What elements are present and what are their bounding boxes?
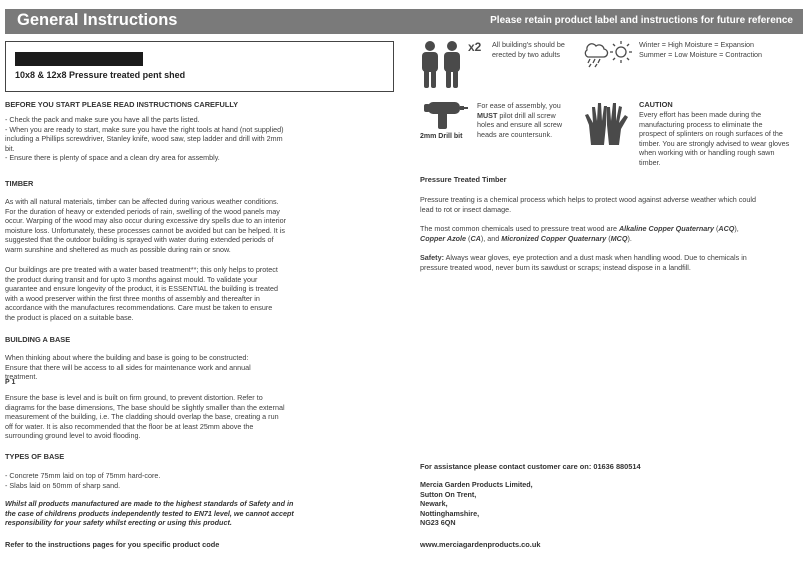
pressure-treated-heading: Pressure Treated Timber — [420, 175, 507, 184]
redacted-bar — [15, 52, 143, 66]
drill-caption: 2mm Drill bit — [420, 133, 463, 140]
timber-heading: TIMBER — [5, 179, 34, 188]
header-subtitle: Please retain product label and instructions for future reference — [490, 15, 793, 26]
building-base-heading: BUILDING A BASE — [5, 335, 71, 344]
caution-text: Every effort has been made during the manufacturing process to eliminate the prospect of splinters on rough surfaces of the timber. You are strongly advised to wear gloves when working with or handling rough sawn timber. — [639, 110, 790, 167]
timber-para-2: Our buildings are pre treated with a water based treatment**; this only helps to protect the product during transit and for upto 3 months against mould. To validate your guarantee and ensure longevity of the product, it is ESSENTIAL the building is treated with a wood preserver within the first three months of assembly and thereafter in accordance with the manufactures recommendations. Care must be taken to ensure the product is placed on a suitable base. — [5, 265, 279, 322]
two-people-icon — [419, 40, 465, 90]
two-people-count: x2 — [468, 40, 482, 54]
weather-icon — [583, 38, 633, 68]
two-adults-text: All building's should be erected by two adults — [492, 40, 565, 59]
page-title: General Instructions — [17, 11, 178, 29]
building-base-intro: When thinking about where the building and base is going to be constructed: Ensure that there will be access to all sides for maintenance work and annual treatment. — [5, 353, 251, 381]
product-name: 10x8 & 12x8 Pressure treated pent shed — [15, 70, 186, 80]
refer-note: Refer to the instructions pages for you specific product code — [5, 540, 220, 549]
website-link[interactable]: www.merciagardenproducts.co.uk — [420, 540, 541, 549]
building-base-text: Ensure the base is level and is built on firm ground, to prevent distortion. Refer to diagrams for the base dimensions, The base should be slightly smaller than the external measurement of the building, i.e. The cladding should overlap the base, creating a run off for water. It is also recommended that the floor be at least 25mm above the surrounding ground level to avoid flooding. — [5, 393, 285, 440]
before-start-heading: BEFORE YOU START PLEASE READ INSTRUCTIONS CAREFULLY — [5, 100, 239, 109]
pressure-treated-para: Pressure treating is a chemical process which helps to protect wood against adverse weather which could lead to rot or insect damage. — [420, 195, 756, 214]
company-address: Mercia Garden Products Limited, Sutton On Trent, Newark, Nottinghamshire, NG23 6QN — [420, 480, 533, 527]
timber-para-1: As with all natural materials, timber can be affected during various weather conditions. For the duration of heavy or extended periods of rain, swelling of the wood panels may occur. Warping of the wood may also occur during excessive dry spells due to an interior moisture loss. Unfortunately, these processes cannot be avoided but can be helped. It is suggested that the outdoor building is sprayed with water during extended periods of warm sunshine and sheltered as much as possible during rain or snow. — [5, 197, 286, 254]
customer-care-line: For assistance please contact customer care on: 01636 880514 — [420, 462, 641, 471]
drill-icon — [422, 100, 468, 132]
drill-text: For ease of assembly, you MUST pilot drill all screw holes and ensure all screw heads are countersunk. — [477, 101, 563, 139]
weather-text: Winter = High Moisture = Expansion Summer = Low Moisture = Contraction — [639, 40, 763, 59]
page-number: P 1 — [5, 379, 16, 386]
caution-title: CAUTION — [639, 100, 673, 109]
before-start-text: - Check the pack and make sure you have all the parts listed. - When you are ready to start, make sure you have the right tools at hand (not supplied) including a Phillips screwdriver, Stanley knife, wood saw, step ladder and drill with 2mm bit. - Ensure there is plenty of space and a clean dry area for assembly. — [5, 115, 284, 162]
safety-text: Safety: Always wear gloves, eye protection and a dust mask when handling wood. Due to chemicals in pressure treated wood, never burn its sawdust or scraps; instead dispose in a landfill. — [420, 253, 747, 272]
gloves-icon — [583, 99, 631, 147]
types-of-base-list: - Concrete 75mm laid on top of 75mm hard-core. - Slabs laid on 50mm of sharp sand. — [5, 471, 161, 490]
chemicals-text: The most common chemicals used to pressure treat wood are Alkaline Copper Quaternary (ACQ), Copper Azole (CA), and Micronized Copper Quaternary (MCQ). — [420, 224, 739, 243]
safety-disclaimer: Whilst all products manufactured are made to the highest standards of Safety and in the case of childrens products independently tested to EN71 level, we cannot accept responsibility for your safety whilst erecting or using this product. — [5, 499, 294, 527]
types-of-base-heading: TYPES OF BASE — [5, 452, 65, 461]
product-label-box — [5, 41, 394, 92]
header-bar — [5, 9, 803, 34]
